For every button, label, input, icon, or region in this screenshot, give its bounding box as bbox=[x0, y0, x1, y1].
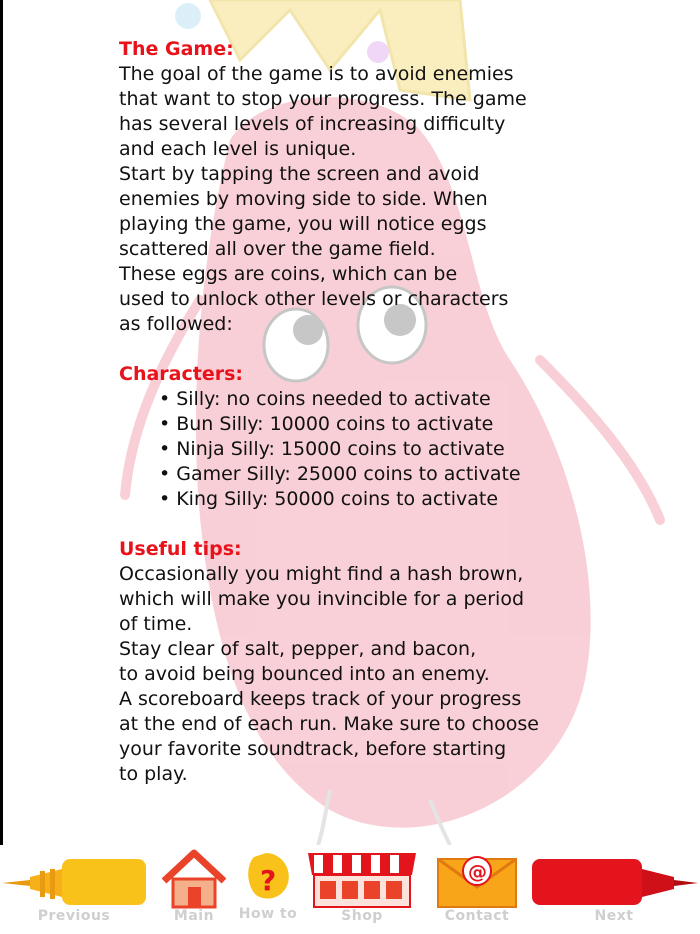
game-line: enemies by moving side to side. When bbox=[119, 188, 488, 210]
tips-line: to play. bbox=[119, 763, 188, 785]
left-edge-line bbox=[0, 0, 3, 845]
question-icon bbox=[236, 845, 300, 905]
game-line: playing the game, you will notice eggs bbox=[119, 213, 487, 235]
tips-heading: Useful tips: bbox=[119, 538, 242, 560]
contact-button[interactable] bbox=[432, 845, 522, 934]
game-line: The goal of the game is to avoid enemies bbox=[119, 63, 514, 85]
tips-line: to avoid being bounced into an enemy. bbox=[119, 663, 490, 685]
next-label: Next bbox=[594, 908, 634, 924]
bottom-nav-bar bbox=[0, 845, 700, 934]
game-heading: The Game: bbox=[119, 38, 234, 60]
list-item: • King Silly: 50000 coins to activate bbox=[159, 487, 589, 512]
at-sign: @ bbox=[468, 861, 487, 883]
how-to-button[interactable] bbox=[236, 845, 300, 934]
list-item: • Ninja Silly: 15000 coins to activate bbox=[159, 437, 589, 462]
previous-label: Previous bbox=[37, 908, 111, 924]
list-item: • Silly: no coins needed to activate bbox=[159, 387, 589, 412]
game-line: Start by tapping the screen and avoid bbox=[119, 163, 480, 185]
contact-label: Contact bbox=[444, 908, 510, 924]
instructions-content bbox=[119, 37, 589, 787]
game-line: as followed: bbox=[119, 313, 233, 335]
shop-icon bbox=[306, 845, 418, 911]
game-paragraph bbox=[119, 62, 589, 337]
game-line: and each level is unique. bbox=[119, 138, 357, 160]
game-line: that want to stop your progress. The game bbox=[119, 88, 527, 110]
main-button[interactable] bbox=[160, 845, 228, 934]
tips-line: which will make you invincible for a period bbox=[119, 588, 525, 610]
tips-paragraph bbox=[119, 562, 589, 787]
how-to-label: How to bbox=[238, 906, 298, 922]
previous-button[interactable] bbox=[0, 845, 148, 934]
mail-icon bbox=[432, 845, 522, 911]
game-line: These eggs are coins, which can be bbox=[119, 263, 458, 285]
next-button[interactable] bbox=[528, 845, 700, 934]
game-line: used to unlock other levels or characters bbox=[119, 288, 509, 310]
tips-line: A scoreboard keeps track of your progress bbox=[119, 688, 522, 710]
game-line: scattered all over the game field. bbox=[119, 238, 436, 260]
shop-button[interactable] bbox=[306, 845, 418, 934]
tips-line: of time. bbox=[119, 613, 193, 635]
home-icon bbox=[160, 845, 228, 915]
tips-line: at the end of each run. Make sure to choose bbox=[119, 713, 539, 735]
red-bottle-icon bbox=[528, 845, 700, 915]
game-line: has several levels of increasing difficulty bbox=[119, 113, 506, 135]
tips-line: Occasionally you might find a hash brown, bbox=[119, 563, 524, 585]
tips-line: your favorite soundtrack, before starting bbox=[119, 738, 507, 760]
main-label: Main bbox=[173, 908, 215, 924]
tips-line: Stay clear of salt, pepper, and bacon, bbox=[119, 638, 477, 660]
shop-label: Shop bbox=[341, 908, 383, 924]
yellow-bottle-icon bbox=[0, 845, 148, 915]
list-item: • Gamer Silly: 25000 coins to activate bbox=[159, 462, 589, 487]
characters-list bbox=[119, 387, 589, 512]
list-item: • Bun Silly: 10000 coins to activate bbox=[159, 412, 589, 437]
characters-heading: Characters: bbox=[119, 363, 243, 385]
question-mark: ? bbox=[260, 864, 277, 897]
